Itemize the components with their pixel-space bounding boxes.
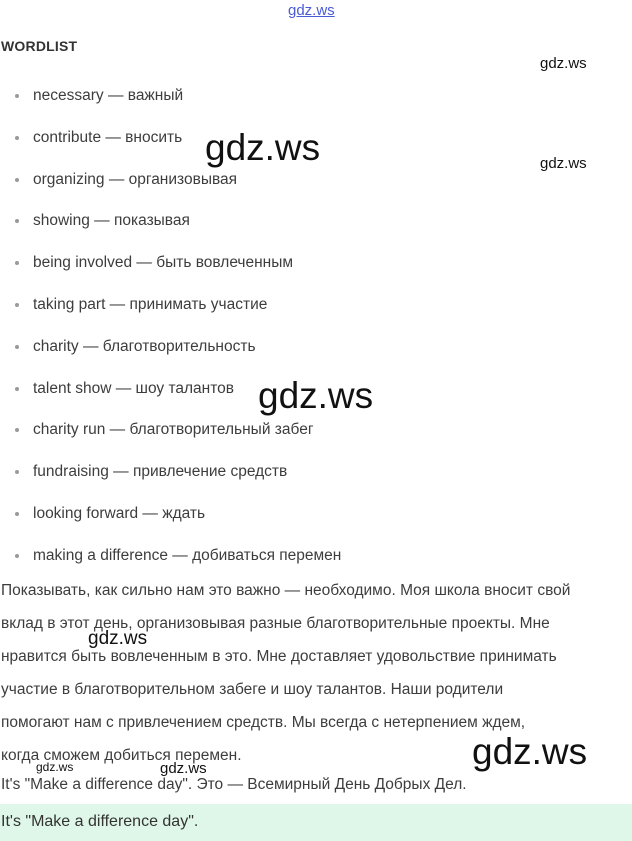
bullet-icon	[15, 428, 19, 432]
paragraph-line: Показывать, как сильно нам это важно — необходимо. Моя школа вносит свой	[1, 582, 571, 599]
paragraph-line: нравится быть вовлеченным в это. Мне доставляет удовольствие принимать	[1, 648, 557, 665]
bullet-icon	[15, 94, 19, 98]
list-item: being involved — быть вовлеченным	[0, 249, 341, 291]
paragraph-line: когда сможем добиться перемен.	[1, 747, 242, 764]
paragraph-line: помогают нам с привлечением средств. Мы всегда с нетерпением ждем,	[1, 714, 526, 731]
watermark: gdz.ws	[88, 628, 148, 649]
paragraph-line: участие в благотворительном забеге и шоу талантов. Наши родители	[1, 681, 504, 698]
bullet-icon	[15, 219, 19, 223]
bullet-icon	[15, 387, 19, 391]
answer-text: It's "Make a difference day".	[1, 813, 199, 830]
list-item: necessary — важный	[0, 82, 341, 124]
paragraph-line: вклад в этот день, организовывая разные благотворительные проекты. Мне	[1, 615, 550, 632]
bullet-icon	[15, 470, 19, 474]
watermark: gdz.ws	[472, 731, 588, 772]
watermark: gdz.ws	[540, 55, 587, 72]
list-item: organizing — организовывая	[0, 166, 341, 208]
bullet-icon	[15, 178, 19, 182]
list-item: fundraising — привлечение средств	[0, 458, 341, 500]
list-item: charity run — благотворительный забег	[0, 416, 341, 458]
bullet-icon	[15, 512, 19, 516]
site-link[interactable]: gdz.ws	[288, 2, 335, 19]
list-item: charity — благотворительность	[0, 333, 341, 375]
wordlist-heading: WORDLIST	[1, 38, 78, 54]
list-item: taking part — принимать участие	[0, 291, 341, 333]
answer-block	[0, 804, 632, 841]
watermark: gdz.ws	[258, 375, 374, 416]
bullet-icon	[15, 303, 19, 307]
list-item: talent show — шоу талантов	[0, 375, 341, 417]
list-item: looking forward — ждать	[0, 500, 341, 542]
list-item: making a difference — добиваться перемен	[0, 542, 341, 584]
bullet-icon	[15, 554, 19, 558]
list-item: showing — показывая	[0, 207, 341, 249]
list-item: contribute — вносить	[0, 124, 341, 166]
bullet-icon	[15, 136, 19, 140]
watermark: gdz.ws	[36, 760, 74, 774]
bullet-icon	[15, 261, 19, 265]
watermark: gdz.ws	[540, 155, 587, 172]
watermark: gdz.ws	[205, 127, 321, 168]
title-translation: It's "Make a difference day". Это — Всемирный День Добрых Дел.	[1, 776, 467, 793]
watermark: gdz.ws	[160, 760, 207, 777]
bullet-icon	[15, 345, 19, 349]
